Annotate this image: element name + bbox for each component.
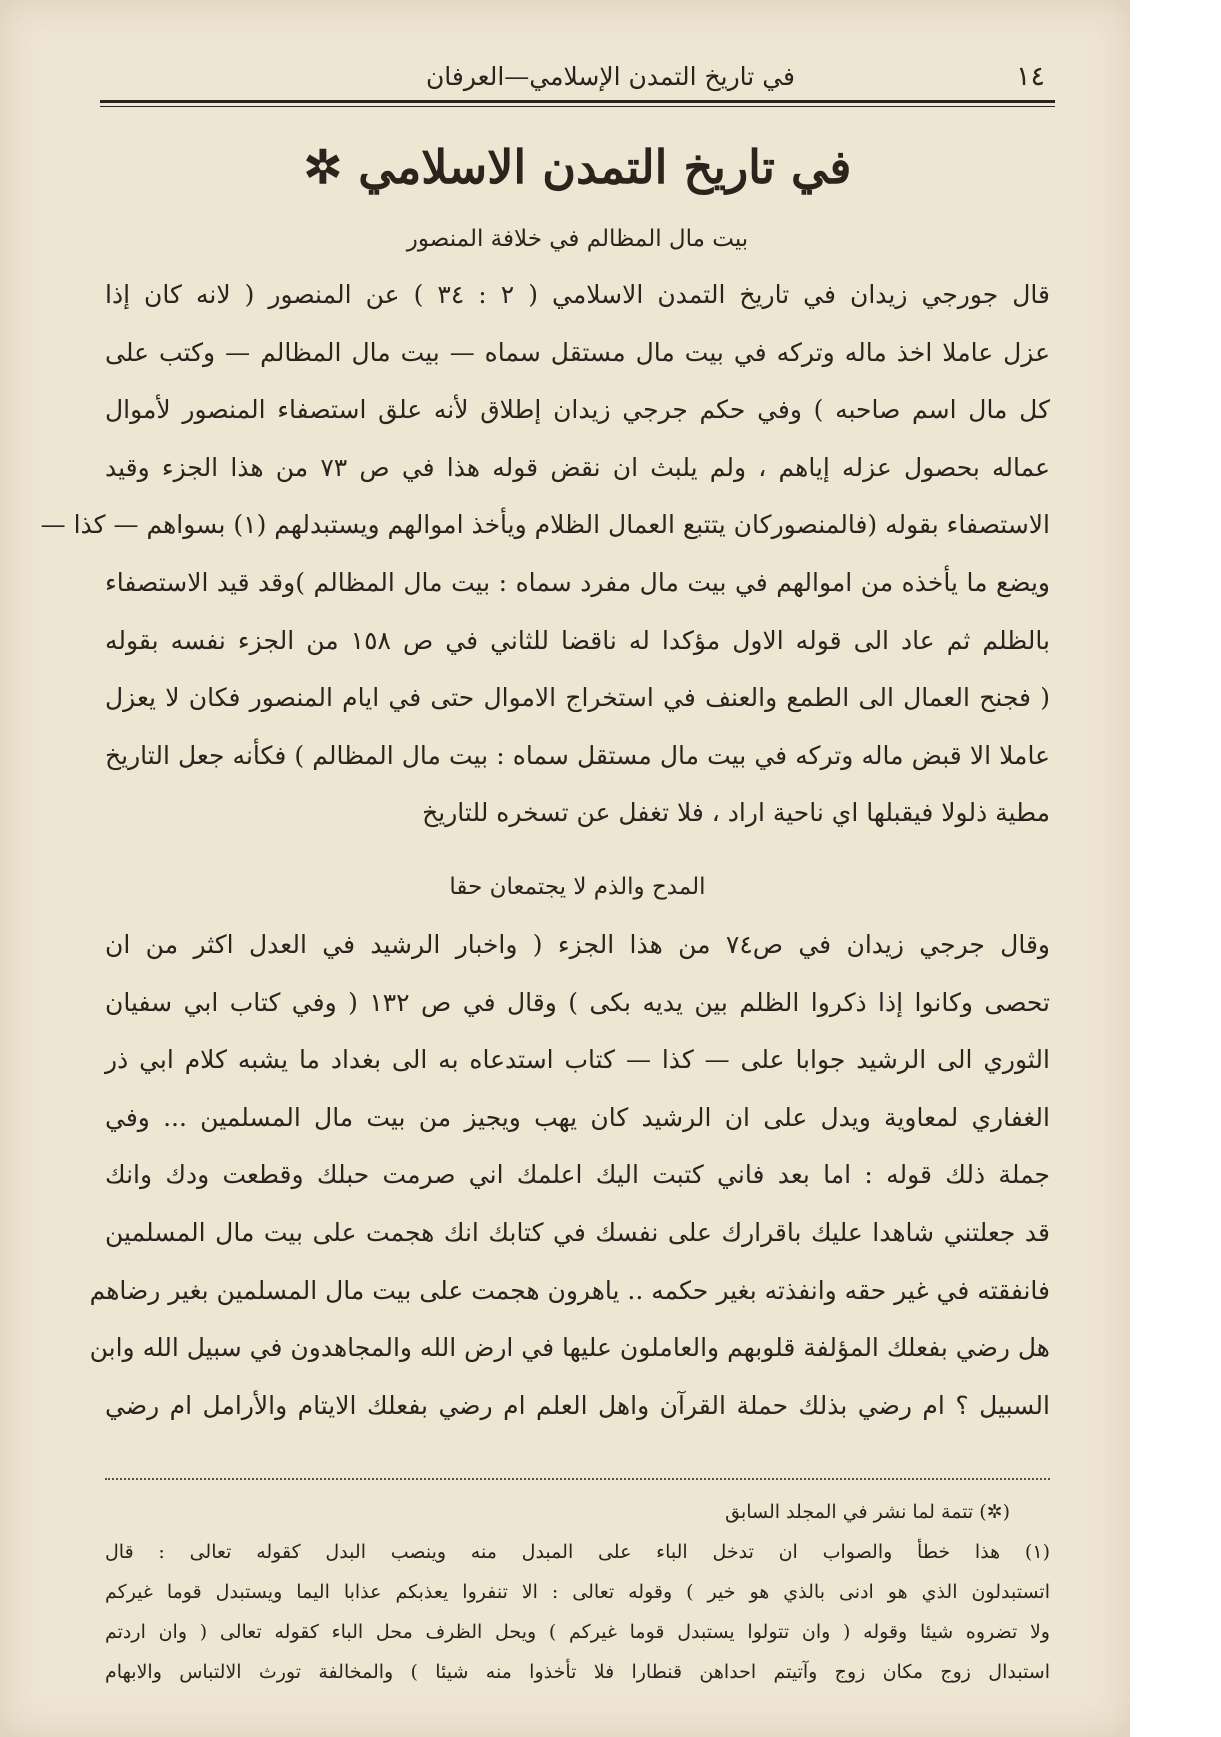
article-title: في تاريخ التمدن الاسلامي ✲ <box>303 140 852 194</box>
header-rule <box>100 100 1055 103</box>
text-line: تحصى وكانوا إذا ذكروا الظلم بين يديه بكى ) وقال في ص ١٣٢ ( وفي كتاب ابي سفيان <box>105 987 1050 1017</box>
text-line: الغفاري لمعاوية ويدل على ان الرشيد كان يهب ويجيز من بيت مال المسلمين ... وفي <box>105 1102 1050 1132</box>
footnote-line: اتستبدلون الذي هو ادنى بالذي هو خير ) وقوله تعالى : الا تنفروا يعذبكم عذابا اليما ويستبدل قوما غيركم <box>105 1581 1050 1603</box>
footnote-line: استبدال زوج مكان زوج وآتيتم احداهن قنطارا فلا تأخذوا منه شيئا ) والمخالفة تورث الالتباس والابهام <box>105 1661 1050 1683</box>
text-line: الثوري الى الرشيد جوابا على — كذا — كتاب استدعاه به الى بغداد ما يشبه كلام ابي ذر <box>105 1045 1050 1075</box>
text-line: فانفقته في غير حقه وانفذته بغير حكمه .. ياهرون هجمت على بيت مال المسلمين بغير رضاهم <box>89 1275 1050 1305</box>
text-line: عزل عاملا اخذ ماله وتركه في بيت مال مستقل سماه — بيت مال المظالم — وكتب على <box>105 337 1050 367</box>
text-line: الاستصفاء بقوله (فالمنصوركان يتتبع العمال الظلام ويأخذ اموالهم ويستبدلهم (١) بسواهم — كذا — <box>40 510 1050 540</box>
footnote-separator <box>105 1478 1050 1480</box>
section-heading-madh: المدح والذم لا يجتمعان حقا <box>449 874 706 900</box>
text-line: عاملا الا قبض ماله وتركه في بيت مال مستقل سماه : بيت مال المظالم ) فكأنه جعل التاريخ <box>105 740 1050 770</box>
text-line: قال جورجي زيدان في تاريخ التمدن الاسلامي ( ٢ : ٣٤ ) عن المنصور ( لانه كان إذا <box>105 280 1050 309</box>
text-line: ويضع ما يأخذه من اموالهم في بيت مال مفرد سماه : بيت مال المظالم )وقد قيد الاستصفاء <box>105 567 1050 597</box>
section-heading-mazalim: بيت مال المظالم في خلافة المنصور <box>406 226 749 252</box>
header-rule-thin <box>100 106 1055 107</box>
text-line: قد جعلتني شاهدا عليك باقرارك على نفسك في كتابك انك هجمت على بيت مال المسلمين <box>105 1217 1050 1247</box>
text-line: كل مال اسم صاحبه ) وفي حكم جرجي زيدان إطلاق لأنه علق استصفاء المنصور لأموال <box>105 395 1050 425</box>
footnote-line: (✲) تتمة لما نشر في المجلد السابق <box>725 1501 1010 1523</box>
text-line: جملة ذلك قوله : اما بعد فاني كتبت اليك اعلمك اني صرمت حبلك وقطعت ودك وانك <box>105 1160 1050 1190</box>
page-number: ١٤ <box>1015 61 1045 92</box>
text-line: هل رضي بفعلك المؤلفة قلوبهم والعاملون عليها في ارض الله والمجاهدون في سبيل الله وابن <box>89 1333 1050 1363</box>
text-line: السبيل ؟ ام رضي بذلك حملة القرآن واهل العلم ام رضي بفعلك الايتام والأرامل ام رضي <box>105 1390 1050 1420</box>
footnotes <box>105 1492 1050 1692</box>
paragraph-madh <box>89 916 1050 1434</box>
text-line: مطية ذلولا فيقبلها اي ناحية اراد ، فلا تغفل عن تسخره للتاريخ <box>422 798 1050 828</box>
text-line: وقال جرجي زيدان في ص٧٤ من هذا الجزء ( واخبار الرشيد في العدل اكثر من ان <box>105 930 1050 959</box>
footnote-line: (١) هذا خطأ والصواب ان تدخل الباء على المبدل منه وينصب البدل كقوله تعالى : قال <box>105 1541 1050 1563</box>
paragraph-mazalim <box>40 266 1051 842</box>
text-line: ( فجنح العمال الى الطمع والعنف في استخراج الاموال حتى في ايام المنصور فكان لا يعزل <box>105 683 1050 713</box>
text-line: عماله بحصول عزله إياهم ، ولم يلبث ان نقض قوله هذا في ص ٧٣ من هذا الجزء وقيد <box>105 452 1051 482</box>
running-header <box>100 58 1055 100</box>
text-line: بالظلم ثم عاد الى قوله الاول مؤكدا له ناقضا للثاني في ص ١٥٨ من الجزء نفسه بقوله <box>105 625 1050 655</box>
footnote-line: ولا تضروه شيئا وقوله ( وان تتولوا يستبدل قوما غيركم ) ويحل الظرف محل الباء كقوله تعالى ( وان اردتم <box>105 1621 1050 1643</box>
running-title: في تاريخ التمدن الإسلامي—العرفان <box>425 62 795 91</box>
